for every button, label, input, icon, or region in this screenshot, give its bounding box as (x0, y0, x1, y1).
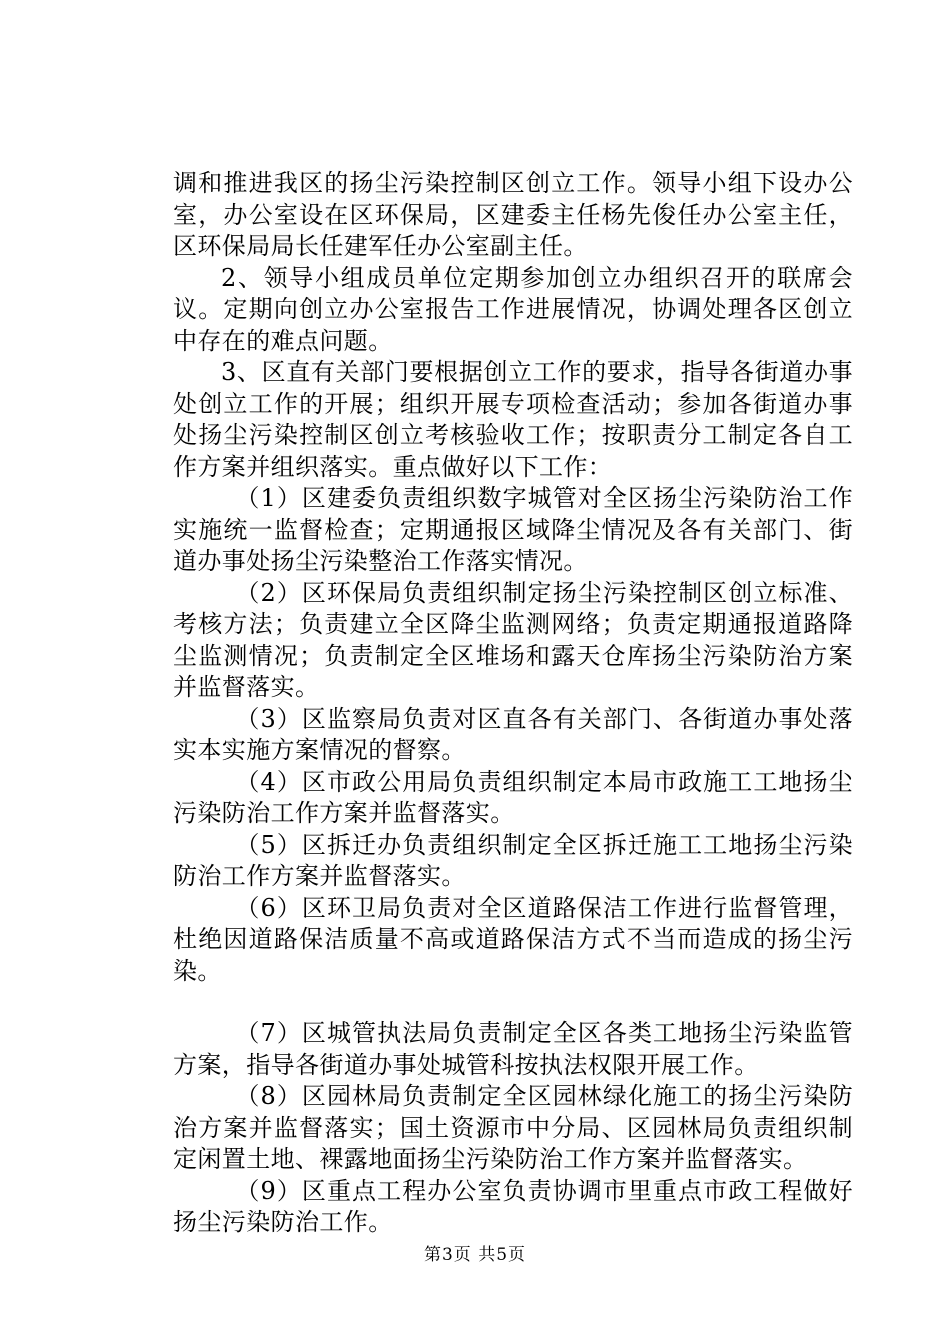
paragraph-item-3: 3、区直有关部门要根据创立工作的要求，指导各街道办事处创立工作的开展；组织开展专项检查活动；参加各街道办事处扬尘污染控制区创立考核验收工作；按职责分工制定各自工作方案并组织落实。重点做好以下工作： (173, 358, 853, 481)
paragraph-subitem-5: （5）区拆迁办负责组织制定全区拆迁施工工地扬尘污染防治工作方案并监督落实。 (173, 830, 853, 890)
paragraph-subitem-9: （9）区重点工程办公室负责协调市里重点市政工程做好扬尘污染防治工作。 (173, 1176, 853, 1236)
paragraph-continuation: 调和推进我区的扬尘污染控制区创立工作。领导小组下设办公室，办公室设在区环保局，区建委主任杨先俊任办公室主任，区环保局局长任建军任办公室副主任。 (173, 169, 853, 260)
page-footer: 第3页 共5页 (423, 1245, 527, 1265)
paragraph-subitem-6: （6）区环卫局负责对全区道路保洁工作进行监督管理，杜绝因道路保洁质量不高或道路保洁方式不当而造成的扬尘污染。 (173, 893, 853, 985)
paragraph-gap (173, 987, 853, 1018)
paragraph-item-2: 2、领导小组成员单位定期参加创立办组织召开的联席会议。定期向创立办公室报告工作进展情况，协调处理各区创立中存在的难点问题。 (173, 263, 853, 355)
document-body (173, 168, 853, 1239)
paragraph-subitem-2: （2）区环保局负责组织制定扬尘污染控制区创立标准、考核方法；负责建立全区降尘监测网络；负责定期通报道路降尘监测情况；负责制定全区堆场和露天仓库扬尘污染防治方案并监督落实。 (173, 578, 853, 701)
paragraph-subitem-1: （1）区建委负责组织数字城管对全区扬尘污染防治工作实施统一监督检查；定期通报区域降尘情况及各有关部门、街道办事处扬尘污染整治工作落实情况。 (173, 484, 853, 575)
paragraph-subitem-7: （7）区城管执法局负责制定全区各类工地扬尘污染监管方案，指导各街道办事处城管科按执法权限开展工作。 (173, 1019, 853, 1079)
paragraph-subitem-4: （4）区市政公用局负责组织制定本局市政施工工地扬尘污染防治工作方案并监督落实。 (173, 767, 853, 827)
paragraph-subitem-3: （3）区监察局负责对区直各有关部门、各街道办事处落实本实施方案情况的督察。 (173, 704, 853, 764)
paragraph-subitem-8: （8）区园林局负责制定全区园林绿化施工的扬尘污染防治方案并监督落实；国土资源市中分局、区园林局负责组织制定闲置土地、裸露地面扬尘污染防治工作方案并监督落实。 (173, 1082, 853, 1173)
